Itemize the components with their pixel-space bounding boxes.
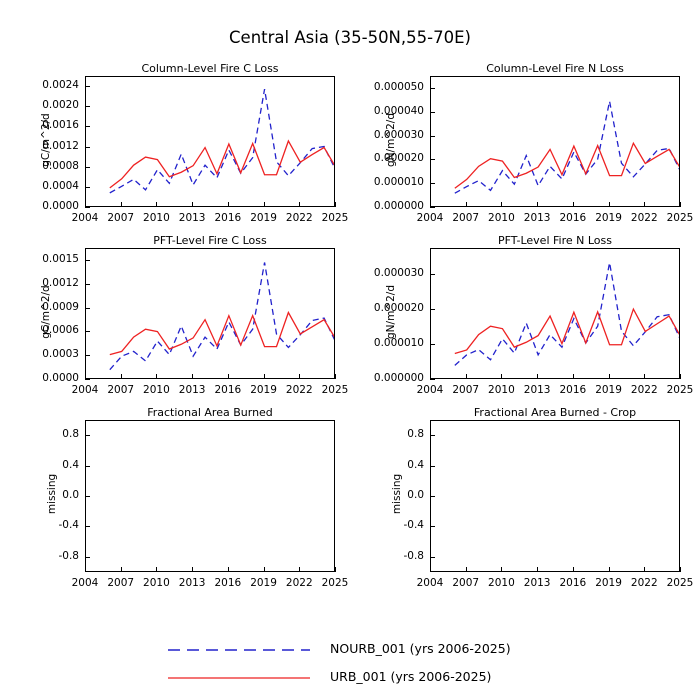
x-axis-tick-label: 2013: [523, 212, 551, 224]
x-axis-tick-mark: [466, 567, 467, 572]
x-axis-tick-mark: [644, 374, 645, 379]
x-axis-tick-mark: [537, 374, 538, 379]
x-axis-tick-mark: [264, 567, 265, 572]
series-layer: [86, 77, 335, 207]
x-axis-tick-mark: [501, 202, 502, 207]
y-axis-tick-label: 0.0015: [42, 252, 79, 265]
panel-title: Column-Level Fire C Loss: [141, 62, 279, 75]
y-axis-tick-mark: [85, 526, 90, 527]
series-layer: [431, 421, 680, 572]
x-axis-tick-mark: [609, 374, 610, 379]
x-axis-tick-label: 2025: [321, 212, 349, 224]
y-axis-tick-mark: [85, 260, 90, 261]
y-axis-tick-label: 0.000010: [373, 176, 424, 189]
chart-panel: [40, 234, 349, 396]
x-axis-tick-label: 2013: [523, 384, 551, 396]
x-axis-tick-label: 2025: [666, 577, 694, 589]
y-axis-label: gN/m^2/d: [385, 112, 397, 167]
y-axis-tick-mark: [430, 496, 435, 497]
plot-area: [85, 76, 335, 207]
x-axis-tick-mark: [537, 567, 538, 572]
y-axis-tick-label: 0.0008: [42, 159, 79, 172]
y-axis-tick-label: 0.0024: [42, 79, 79, 92]
chart-panel: [373, 234, 694, 396]
x-axis-tick-label: 2019: [595, 577, 622, 589]
x-axis-tick-label: 2016: [559, 212, 587, 224]
x-axis-tick-mark: [609, 202, 610, 207]
y-axis-label: missing: [391, 473, 403, 515]
x-axis-tick-label: 2016: [214, 577, 242, 589]
legend-label: NOURB_001 (yrs 2006-2025): [330, 641, 511, 656]
y-axis-tick-label: 0.8: [62, 428, 79, 441]
chart-panel: [373, 62, 694, 224]
y-axis-tick-label: -0.8: [58, 549, 79, 562]
x-axis-tick-label: 2016: [559, 384, 587, 396]
y-axis-tick-mark: [430, 344, 435, 345]
y-axis-tick-mark: [430, 466, 435, 467]
x-axis-tick-mark: [430, 567, 431, 572]
x-axis-tick-mark: [573, 202, 574, 207]
x-axis-tick-label: 2007: [107, 577, 135, 589]
series-layer: [431, 77, 680, 207]
data-series-line: [110, 89, 335, 193]
x-axis-tick-mark: [644, 567, 645, 572]
x-axis-tick-mark: [192, 567, 193, 572]
plot-area: [430, 420, 680, 572]
x-axis-tick-mark: [430, 374, 431, 379]
x-axis-tick-label: 2010: [488, 212, 515, 224]
y-axis-tick-label: 0.000000: [373, 200, 424, 212]
x-axis-tick-mark: [121, 374, 122, 379]
x-axis-tick-label: 2022: [285, 212, 313, 224]
y-axis-tick-label: -0.4: [58, 519, 79, 532]
y-axis-tick-label: 0.0012: [42, 276, 79, 289]
y-axis-tick-mark: [85, 331, 90, 332]
x-axis-tick-label: 2004: [416, 212, 444, 224]
y-axis-tick-label: 0.4: [407, 458, 424, 471]
chart-panel: [391, 406, 694, 589]
y-axis-tick-mark: [430, 379, 435, 380]
data-series-line: [110, 263, 335, 370]
x-axis-tick-mark: [121, 202, 122, 207]
x-axis-tick-label: 2010: [143, 577, 170, 589]
y-axis-tick-label: 0.8: [407, 428, 424, 441]
x-axis-tick-mark: [680, 374, 681, 379]
panel-title: Fractional Area Burned - Crop: [473, 406, 637, 419]
panel-title: PFT-Level Fire N Loss: [498, 234, 612, 247]
x-axis-tick-mark: [609, 567, 610, 572]
x-axis-tick-label: 2007: [452, 577, 480, 589]
x-axis-tick-label: 2019: [250, 384, 277, 396]
x-axis-tick-mark: [501, 567, 502, 572]
y-axis-tick-mark: [430, 183, 435, 184]
x-axis-tick-label: 2019: [595, 384, 622, 396]
x-axis-tick-label: 2004: [71, 212, 99, 224]
y-axis-tick-mark: [430, 274, 435, 275]
y-axis-tick-mark: [430, 526, 435, 527]
x-axis-tick-mark: [156, 202, 157, 207]
x-axis-tick-mark: [430, 202, 431, 207]
y-axis-tick-mark: [85, 355, 90, 356]
x-axis-tick-label: 2016: [214, 212, 242, 224]
x-axis-tick-label: 2010: [488, 577, 515, 589]
x-axis-tick-label: 2025: [666, 212, 694, 224]
y-axis-tick-mark: [85, 557, 90, 558]
data-series-line: [455, 101, 680, 193]
y-axis-tick-mark: [430, 557, 435, 558]
y-axis-tick-mark: [85, 106, 90, 107]
y-axis-tick-mark: [430, 207, 435, 208]
plot-area: [430, 76, 680, 207]
x-axis-tick-mark: [228, 374, 229, 379]
series-layer: [86, 249, 335, 379]
x-axis-tick-mark: [644, 202, 645, 207]
x-axis-tick-label: 2013: [178, 577, 206, 589]
y-axis-tick-mark: [85, 466, 90, 467]
y-axis-tick-label: 0.000020: [373, 152, 424, 165]
y-axis-tick-label: 0.000000: [373, 372, 424, 384]
x-axis-tick-label: 2019: [250, 577, 277, 589]
y-axis-tick-mark: [85, 435, 90, 436]
x-axis-tick-mark: [299, 567, 300, 572]
data-series-line: [455, 263, 680, 366]
y-axis-tick-label: 0.0009: [42, 300, 79, 313]
y-axis-tick-label: 0.000010: [373, 337, 424, 350]
chart-panel: [40, 62, 349, 224]
y-axis-tick-mark: [430, 309, 435, 310]
x-axis-tick-label: 2022: [285, 384, 313, 396]
y-axis-tick-label: 0.0004: [42, 179, 79, 192]
x-axis-tick-label: 2013: [178, 384, 206, 396]
y-axis-label: gC/m^2/d: [40, 284, 52, 339]
y-axis-tick-label: 0.000040: [373, 104, 424, 117]
y-axis-tick-mark: [430, 112, 435, 113]
x-axis-tick-mark: [501, 374, 502, 379]
y-axis-tick-label: 0.0020: [42, 99, 79, 112]
x-axis-tick-label: 2004: [71, 577, 99, 589]
y-axis-label: gC/m^2/d: [40, 112, 52, 167]
x-axis-tick-mark: [264, 202, 265, 207]
series-layer: [431, 249, 680, 379]
x-axis-tick-label: 2019: [250, 212, 277, 224]
x-axis-tick-mark: [680, 202, 681, 207]
x-axis-tick-label: 2022: [285, 577, 313, 589]
y-axis-tick-mark: [85, 126, 90, 127]
chart-panel: [46, 406, 349, 589]
y-axis-tick-mark: [85, 147, 90, 148]
panel-title: Column-Level Fire N Loss: [486, 62, 624, 75]
y-axis-tick-mark: [85, 284, 90, 285]
y-axis-tick-label: -0.4: [403, 519, 424, 532]
x-axis-tick-label: 2019: [595, 212, 622, 224]
y-axis-tick-label: 0.0003: [42, 348, 79, 361]
x-axis-tick-label: 2010: [143, 212, 170, 224]
plot-area: [85, 420, 335, 572]
x-axis-tick-label: 2013: [523, 577, 551, 589]
x-axis-tick-mark: [537, 202, 538, 207]
y-axis-tick-mark: [85, 308, 90, 309]
x-axis-tick-mark: [466, 202, 467, 207]
y-axis-tick-mark: [85, 86, 90, 87]
y-axis-tick-mark: [430, 136, 435, 137]
x-axis-tick-mark: [335, 374, 336, 379]
y-axis-tick-mark: [85, 187, 90, 188]
data-series-line: [455, 309, 680, 353]
y-axis-tick-label: 0.0000: [42, 372, 79, 384]
series-layer: [86, 421, 335, 572]
y-axis-label: gN/m^2/d: [385, 284, 397, 339]
x-axis-tick-mark: [85, 374, 86, 379]
x-axis-tick-mark: [192, 202, 193, 207]
x-axis-tick-label: 2010: [143, 384, 170, 396]
x-axis-tick-mark: [466, 374, 467, 379]
plot-area: [430, 248, 680, 379]
plot-area: [85, 248, 335, 379]
x-axis-tick-label: 2004: [416, 577, 444, 589]
x-axis-tick-mark: [299, 202, 300, 207]
x-axis-tick-label: 2022: [630, 577, 658, 589]
panel-title: Fractional Area Burned: [147, 406, 273, 419]
x-axis-tick-label: 2010: [488, 384, 515, 396]
x-axis-tick-mark: [192, 374, 193, 379]
x-axis-tick-label: 2022: [630, 384, 658, 396]
x-axis-tick-label: 2004: [71, 384, 99, 396]
y-axis-tick-label: 0.000020: [373, 302, 424, 315]
x-axis-tick-label: 2025: [321, 384, 349, 396]
x-axis-tick-mark: [680, 567, 681, 572]
x-axis-tick-mark: [121, 567, 122, 572]
x-axis-tick-mark: [573, 374, 574, 379]
x-axis-tick-mark: [228, 567, 229, 572]
y-axis-label: missing: [46, 473, 58, 515]
panel-title: PFT-Level Fire C Loss: [153, 234, 267, 247]
x-axis-tick-mark: [228, 202, 229, 207]
y-axis-tick-label: 0.0000: [42, 200, 79, 212]
y-axis-tick-mark: [85, 207, 90, 208]
x-axis-tick-mark: [264, 374, 265, 379]
x-axis-tick-label: 2025: [321, 577, 349, 589]
y-axis-tick-label: 0.0016: [42, 119, 79, 132]
x-axis-tick-mark: [335, 567, 336, 572]
y-axis-tick-mark: [430, 88, 435, 89]
x-axis-tick-label: 2007: [452, 384, 480, 396]
y-axis-tick-mark: [85, 379, 90, 380]
y-axis-tick-label: 0.0006: [42, 324, 79, 337]
y-axis-tick-label: 0.0012: [42, 139, 79, 152]
x-axis-tick-label: 2016: [559, 577, 587, 589]
x-axis-tick-label: 2013: [178, 212, 206, 224]
x-axis-tick-mark: [85, 567, 86, 572]
x-axis-tick-mark: [573, 567, 574, 572]
x-axis-tick-label: 2007: [107, 212, 135, 224]
y-axis-tick-mark: [430, 159, 435, 160]
legend-label: URB_001 (yrs 2006-2025): [330, 669, 492, 684]
y-axis-tick-label: -0.8: [403, 549, 424, 562]
x-axis-tick-label: 2016: [214, 384, 242, 396]
x-axis-tick-label: 2025: [666, 384, 694, 396]
y-axis-tick-label: 0.000030: [373, 267, 424, 280]
x-axis-tick-label: 2007: [107, 384, 135, 396]
y-axis-tick-mark: [85, 496, 90, 497]
x-axis-tick-mark: [85, 202, 86, 207]
y-axis-tick-label: 0.000050: [373, 80, 424, 93]
x-axis-tick-mark: [156, 374, 157, 379]
y-axis-tick-mark: [430, 435, 435, 436]
x-axis-tick-label: 2004: [416, 384, 444, 396]
y-axis-tick-label: 0.0: [407, 489, 424, 501]
x-axis-tick-mark: [335, 202, 336, 207]
data-series-line: [110, 313, 335, 355]
x-axis-tick-label: 2007: [452, 212, 480, 224]
page-title: Central Asia (35-50N,55-70E): [229, 28, 471, 47]
x-axis-tick-mark: [299, 374, 300, 379]
y-axis-tick-label: 0.0: [62, 489, 79, 501]
y-axis-tick-label: 0.4: [62, 458, 79, 471]
y-axis-tick-label: 0.000030: [373, 128, 424, 141]
x-axis-tick-label: 2022: [630, 212, 658, 224]
x-axis-tick-mark: [156, 567, 157, 572]
y-axis-tick-mark: [85, 167, 90, 168]
